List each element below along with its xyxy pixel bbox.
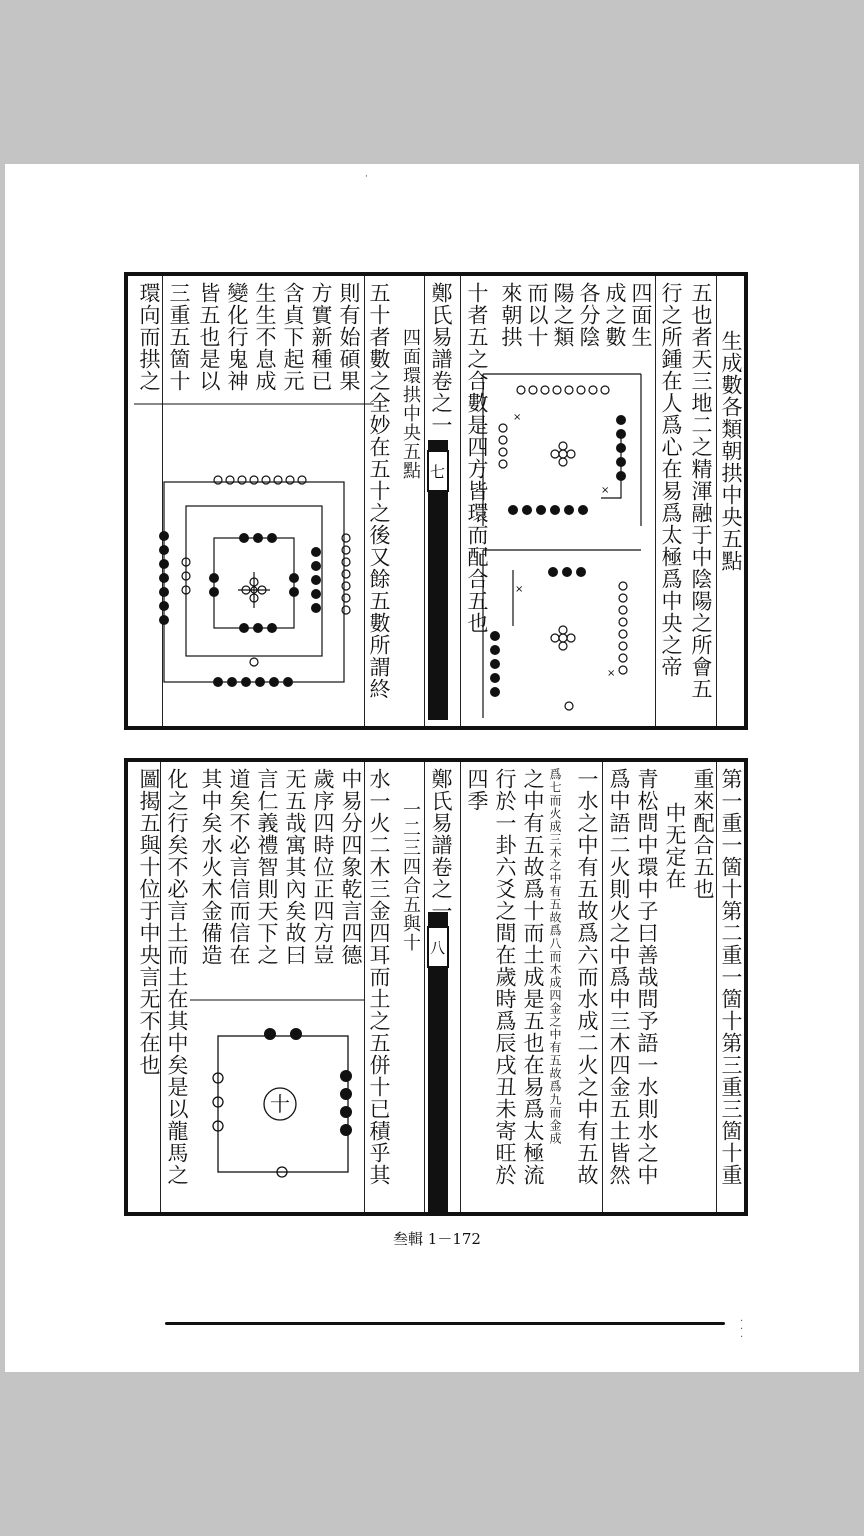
svg-text:×: × xyxy=(601,485,610,496)
bottom-text-panel xyxy=(124,758,748,1216)
text-column: 五十者數之全妙在五十之後又餘五數所謂終 xyxy=(367,282,391,700)
column-rule xyxy=(716,276,717,726)
spine-page-number: 八 xyxy=(427,926,449,968)
book-title-column: 鄭氏易譜卷之一 xyxy=(429,768,453,922)
text-column: 皆五也是以 xyxy=(197,282,221,392)
edge-ticks: · · · xyxy=(740,1316,744,1343)
column-rule xyxy=(716,762,717,1212)
diagram-south-east xyxy=(473,546,643,721)
text-column: 圖揭五與十位于中央言无不在也 xyxy=(137,768,161,1076)
text-column: 道矣不必言信而信在 xyxy=(227,768,251,966)
column-rule xyxy=(364,762,365,1212)
text-column: 其中矣水火木金備造 xyxy=(199,768,223,966)
column-rule xyxy=(424,276,425,726)
text-column: 水一火二木三金四耳而土之五併十已積乎其 xyxy=(367,768,391,1186)
bottom-rule xyxy=(165,1322,725,1325)
text-column: 而以十 xyxy=(525,282,549,348)
diagram-nested-squares xyxy=(134,402,374,722)
text-column: 第一重一箇十第二重一箇十第三重三箇十重 xyxy=(719,768,743,1186)
text-column: 中易分四象乾言四德 xyxy=(339,768,363,966)
page-footer: 叁輯 1－172 xyxy=(393,1230,481,1248)
diagram-north-west xyxy=(473,368,643,528)
spine-page-number: 七 xyxy=(427,450,449,492)
text-column: 五也者天三地二之精渾融于中陰陽之所會五 xyxy=(689,282,713,700)
text-column: 各分陰 xyxy=(577,282,601,348)
text-column: 含貞下起元 xyxy=(281,282,305,392)
text-column: 歲序四時位正四方豈 xyxy=(311,768,335,966)
column-rule xyxy=(602,762,603,1212)
text-column: 方實新種已 xyxy=(309,282,333,392)
text-column: 言仁義禮智則天下之 xyxy=(255,768,279,966)
text-column: 四季 xyxy=(465,768,489,812)
text-column: 成之數 xyxy=(603,282,627,348)
column-rule xyxy=(655,276,656,726)
text-column: 行之所鍾在人爲心在易爲太極爲中央之帝 xyxy=(659,282,683,678)
text-column: 爲七而火成三木之中有五故爲八而木成四金之中有五故爲九而金成 xyxy=(548,768,562,1145)
text-column: 三重五箇十 xyxy=(167,282,191,392)
text-column: 則有始碩果 xyxy=(337,282,361,392)
text-column: 變化行鬼神 xyxy=(225,282,249,392)
diagram-caption: 一二三四合五與十 xyxy=(400,800,421,952)
text-column: 來朝拱 xyxy=(499,282,523,348)
text-column: 青松問中環中子曰善哉問予語一水則水之中 xyxy=(635,768,659,1186)
top-text-panel xyxy=(124,272,748,730)
scan-dot: · xyxy=(365,172,368,182)
column-rule xyxy=(424,762,425,1212)
text-column: 无五哉寓其內矣故曰 xyxy=(283,768,307,966)
text-column: 生生不息成 xyxy=(253,282,277,392)
text-column: 化之行矣不必言土而土在其中矣是以龍馬之 xyxy=(165,768,189,1186)
text-column: 十者五之合數是四方皆環而配合五也 xyxy=(465,282,489,634)
column-rule xyxy=(460,276,461,726)
diagram-center-ten xyxy=(190,998,364,1198)
text-column: 一水之中有五故爲六而水成二火之中有五故 xyxy=(575,768,599,1186)
diagram-caption: 四面環拱中央五點 xyxy=(400,328,421,480)
text-column: 行於一卦六爻之間在歲時爲辰戌丑未寄旺於 xyxy=(493,768,517,1186)
scanned-page xyxy=(5,164,859,1372)
text-column: 陽之類 xyxy=(551,282,575,348)
text-column: 中无定在 xyxy=(663,802,687,890)
svg-text:×: × xyxy=(513,412,522,423)
text-column: 生成數各類朝拱中央五點 xyxy=(719,330,743,572)
text-column: 之中有五故爲十而土成是五也在易爲太極流 xyxy=(521,768,545,1186)
book-title-column: 鄭氏易譜卷之一 xyxy=(429,282,453,436)
center-ten-symbol: 十 xyxy=(270,1092,290,1116)
column-rule xyxy=(460,762,461,1212)
text-column: 爲中語二火則火之中爲中三木四金五土皆然 xyxy=(607,768,631,1186)
text-column: 重來配合五也 xyxy=(691,768,715,900)
svg-text:×: × xyxy=(515,584,524,595)
text-column: 四面生 xyxy=(629,282,653,348)
svg-text:×: × xyxy=(607,668,616,679)
text-column: 環向而拱之 xyxy=(137,282,161,392)
